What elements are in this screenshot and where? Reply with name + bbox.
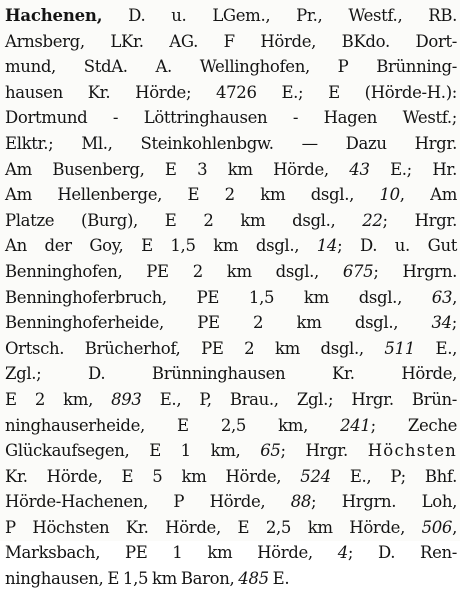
entry-line: [5, 208, 457, 234]
entry-line: [5, 310, 457, 336]
entry-text: E.; Hr.: [369, 159, 457, 179]
population-figure: 10: [379, 185, 400, 205]
entry-line: [5, 54, 457, 80]
entry-text: Platze (Burg), E 2 km dsgl.,: [5, 210, 363, 230]
entry-text: Ortsch. Brücherhof, PE 2 km dsgl.,: [5, 338, 385, 358]
population-figure: 485: [238, 569, 269, 589]
entry-line: [5, 105, 457, 131]
population-figure: 524: [300, 466, 331, 486]
entry-text: ; D. u. Gut: [337, 236, 458, 256]
entry-text: An der Goy, E 1,5 km dsgl.,: [5, 236, 317, 256]
entry-text: ; Zeche: [370, 415, 458, 435]
entry-line: [5, 464, 457, 490]
entry-text: Elktr.; Ml., Steinkohlenbgw. — Dazu Hrgr.: [5, 133, 457, 153]
entry-text: ; D. Ren-: [347, 543, 457, 563]
entry-text: Zgl.; D. Brünninghausen Kr. Hörde,: [5, 364, 457, 384]
entry-text: ,: [452, 517, 457, 537]
population-figure: 88: [290, 492, 312, 512]
population-figure: 675: [342, 261, 374, 281]
entry-line: [5, 336, 457, 362]
entry-line: [5, 540, 457, 566]
entry-line: [5, 233, 457, 259]
population-figure: 14: [316, 236, 338, 256]
entry-line: [5, 3, 457, 29]
entry-line: [5, 413, 457, 439]
entry-text: mund, StdA. A. Wellinghofen, P Brünning-: [5, 57, 457, 77]
entry-text: Glückaufsegen, E 1 km,: [5, 441, 261, 461]
entry-line: [5, 131, 457, 157]
entry-line: [5, 285, 457, 311]
entry-text: ninghauserheide, E 2,5 km,: [5, 415, 341, 435]
entry-text: E., P, Brau., Zgl.; Hrgr. Brün-: [141, 389, 457, 409]
population-figure: 893: [111, 389, 142, 409]
entry-text: E.,: [414, 338, 457, 358]
entry-line: [5, 515, 457, 541]
population-figure: 65: [260, 441, 281, 461]
entry-text: Marksbach, PE 1 km Hörde,: [5, 543, 338, 563]
entry-text: E 2 km,: [5, 389, 112, 409]
entry-text: hausen Kr. Hörde; 4726 E.; E (Hörde-H.):: [5, 82, 457, 102]
entry-line: [5, 566, 457, 592]
population-figure: 241: [340, 415, 371, 435]
entry-line: [5, 157, 457, 183]
population-figure: 506: [421, 517, 453, 537]
entry-text: E., P; Bhf.: [330, 466, 457, 486]
population-figure: 4: [337, 543, 348, 563]
entry-text: ; Hrgrn.: [373, 261, 457, 281]
entry-line: [5, 438, 457, 464]
entry-text: Hörde-Hachenen, P Hörde,: [5, 492, 291, 512]
entry-text: ; Hrgr.: [382, 210, 457, 230]
population-figure: 34: [431, 313, 452, 333]
entry-text: P Höchsten Kr. Hörde, E 2,5 km Hörde,: [5, 517, 422, 537]
entry-text: Arnsberg, LKr. AG. F Hörde, BKdo. Dort-: [5, 31, 457, 51]
entry-text: , Am: [399, 185, 457, 205]
entry-line: [5, 489, 457, 515]
entry-line: [5, 182, 457, 208]
entry-text: Kr. Hörde, E 5 km Hörde,: [5, 466, 301, 486]
entry-text: Am Hellenberge, E 2 km dsgl.,: [5, 185, 380, 205]
entry-line: [5, 361, 457, 387]
gazetteer-entry-hachenen: [5, 3, 457, 592]
entry-text: D. u. LGem., Pr., Westf., RB.: [102, 6, 457, 25]
entry-line: [5, 259, 457, 285]
entry-text: ;: [451, 313, 457, 333]
entry-text: Benninghofen, PE 2 km dsgl.,: [5, 261, 343, 281]
entry-text: E.: [268, 569, 290, 589]
population-figure: 22: [362, 210, 383, 230]
entry-text: Dortmund - Löttringhausen - Hagen Westf.;: [5, 108, 457, 128]
entry-headword: Hachenen,: [5, 6, 103, 25]
entry-line: [5, 29, 457, 55]
population-figure: 63: [431, 287, 453, 307]
entry-text: ninghausen, E 1,5 km Baron,: [5, 569, 239, 589]
entry-text: ; Hrgr.: [280, 441, 368, 461]
entry-line: [5, 80, 457, 106]
population-figure: 43: [349, 159, 370, 179]
entry-text: Benninghoferbruch, PE 1,5 km dsgl.,: [5, 287, 432, 307]
entry-text: Am Busenberg, E 3 km Hörde,: [5, 159, 350, 179]
entry-text: ; Hrgrn. Loh,: [311, 492, 457, 512]
population-figure: 511: [384, 338, 415, 358]
entry-line: [5, 387, 457, 413]
entry-text: Benninghoferheide, PE 2 km dsgl.,: [5, 313, 432, 333]
entry-text: ,: [452, 287, 457, 307]
spaced-place-name: Höchsten: [367, 441, 457, 461]
